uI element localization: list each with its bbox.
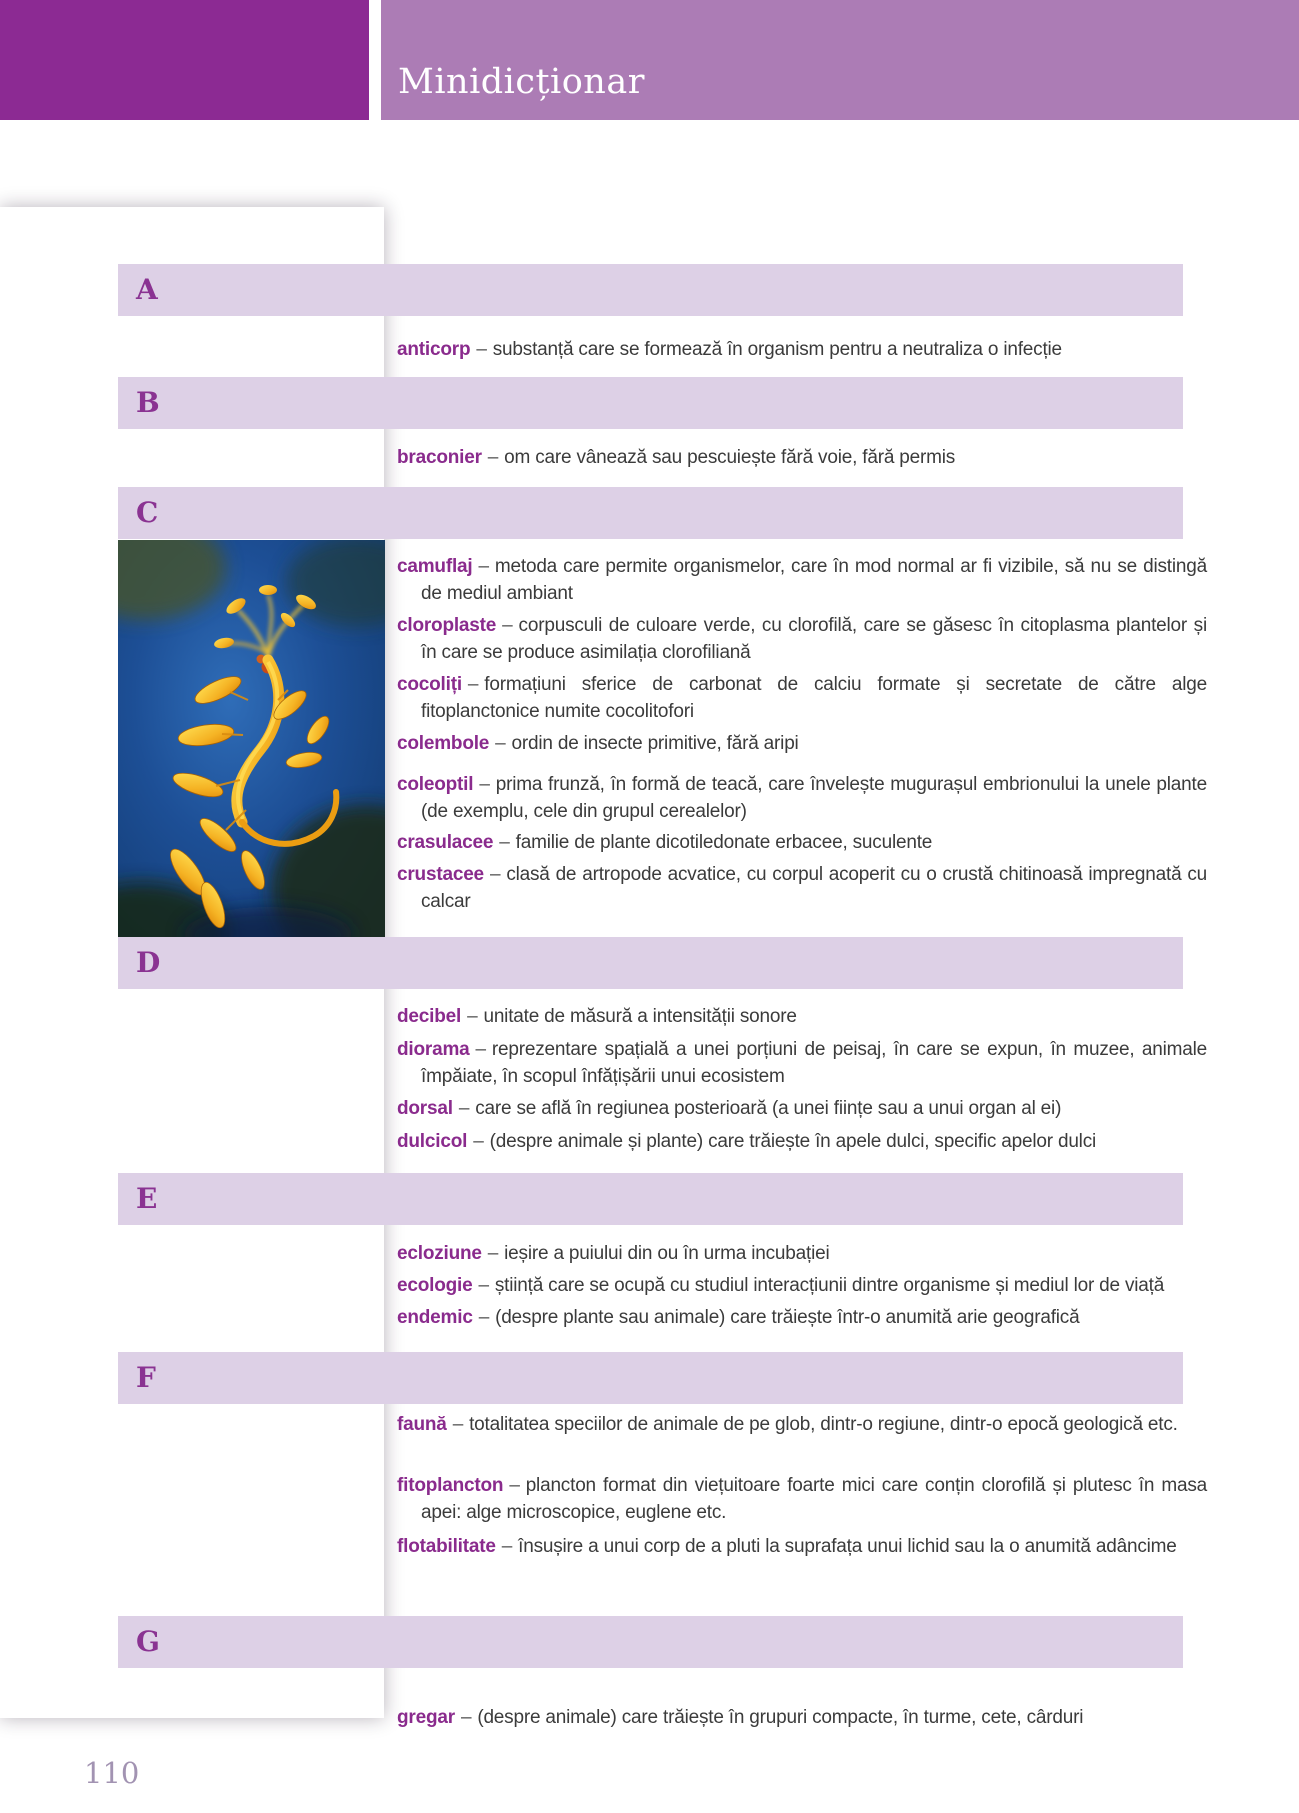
entry-term: colembole: [397, 733, 490, 754]
entry-cloroplaste: [397, 612, 1207, 666]
entry-cocoliti: [397, 671, 1207, 725]
entry-definition: (despre plante sau animale) care trăiește într-o anumită arie geografică: [495, 1307, 1080, 1328]
entry-colembole: [397, 730, 1207, 757]
header-title-band: [381, 0, 1299, 120]
entry-term: flotabilitate: [397, 1536, 496, 1557]
section-letter-a: A: [136, 273, 158, 306]
entry-flotabilitate: [397, 1533, 1207, 1560]
entry-camuflaj: [397, 553, 1207, 607]
entry-dash: –: [473, 1131, 484, 1152]
section-letter-e: E: [136, 1182, 158, 1215]
entry-definition: totalitatea speciilor de animale de pe glob, dintr-o regiune, dintr-o epocă geologică etc.: [469, 1414, 1178, 1435]
entry-definition: om care vânează sau pescuiește fără voie, fără permis: [504, 447, 956, 468]
entry-crasulacee: [397, 829, 1207, 856]
entry-anticorp: [397, 336, 1207, 363]
entry-fauna: [397, 1411, 1207, 1438]
entry-coleoptil: [397, 771, 1207, 825]
entry-term: camuflaj: [397, 556, 473, 577]
entry-definition: (despre animale și plante) care trăiește în apele dulci, specific apelor dulci: [489, 1131, 1097, 1152]
entry-definition: formațiuni sferice de carbonat de calciu formate și secretate de către alge fitoplanctonice numite cocolitofori: [421, 674, 1207, 722]
section-letter-d: D: [136, 946, 161, 979]
entry-dash: –: [467, 674, 479, 695]
entry-term: crustacee: [397, 864, 484, 885]
entry-term: crasulacee: [397, 832, 494, 853]
entry-term: ecloziune: [397, 1243, 482, 1264]
entry-term: fitoplancton: [397, 1475, 504, 1496]
entry-dash: –: [478, 1275, 489, 1296]
entry-definition: știință care se ocupă cu studiul interacțiunii dintre organisme și mediul lor de viață: [494, 1275, 1165, 1296]
entry-diorama: [397, 1036, 1207, 1090]
header-dark-purple-block: [0, 0, 369, 120]
page-number: 110: [84, 1756, 140, 1790]
entry-definition: (despre animale) care trăiește în grupuri compacte, în turme, cete, cârduri: [477, 1707, 1084, 1728]
entry-endemic: [397, 1304, 1207, 1331]
entry-term: dulcicol: [397, 1131, 468, 1152]
entry-dash: –: [499, 832, 510, 853]
entry-definition: prima frunză, în formă de teacă, care învelește mugurașul embrionului la unele plante (de exemplu, cele din grupul cerealelor): [421, 774, 1207, 822]
entry-term: endemic: [397, 1307, 473, 1328]
entry-dash: –: [479, 774, 490, 795]
entry-ecloziune: [397, 1240, 1207, 1267]
entry-dash: –: [502, 615, 513, 636]
leafy-seadragon-photo: [118, 540, 385, 937]
entry-definition: corpusculi de culoare verde, cu clorofilă, care se găsesc în citoplasma plantelor și în care se produce asimilația clorofiliană: [421, 615, 1207, 663]
entry-term: dorsal: [397, 1098, 453, 1119]
section-band-g: [118, 1616, 1183, 1668]
entry-braconier: [397, 444, 1207, 471]
entry-dash: –: [501, 1536, 513, 1557]
entry-term: ecologie: [397, 1275, 473, 1296]
entry-dash: –: [467, 1006, 478, 1027]
entry-dash: –: [458, 1098, 470, 1119]
section-band-e: [118, 1173, 1183, 1225]
entry-fitoplancton: [397, 1472, 1207, 1526]
section-band-c: [118, 487, 1183, 539]
entry-definition: ieșire a puiului din ou în urma incubației: [504, 1243, 830, 1264]
entry-dash: –: [478, 1307, 490, 1328]
entry-term: cloroplaste: [397, 615, 497, 636]
entry-definition: metoda care permite organismelor, care în mod normal ar fi vizibile, să nu se distingă de mediul ambiant: [421, 556, 1207, 604]
entry-definition: clasă de artropode acvatice, cu corpul acoperit cu o crustă chitinoasă impregnată cu calcar: [421, 864, 1207, 912]
entry-term: gregar: [397, 1707, 455, 1728]
entry-dash: –: [478, 556, 489, 577]
entry-term: decibel: [397, 1006, 462, 1027]
entry-definition: substanță care se formează în organism pentru a neutraliza o infecție: [492, 339, 1062, 360]
entry-term: anticorp: [397, 339, 471, 360]
entry-dash: –: [452, 1414, 464, 1435]
leafy-seadragon-illustration: [118, 540, 385, 937]
entry-definition: reprezentare spațială a unei porțiuni de peisaj, în care se expun, în muzee, animale împăiate, în scopul înfățișării unui ecosistem: [421, 1039, 1207, 1087]
section-band-f: [118, 1352, 1183, 1404]
section-letter-f: F: [136, 1361, 156, 1394]
page-title: Minidicționar: [398, 62, 645, 102]
entry-dash: –: [476, 339, 487, 360]
section-band-a: [118, 264, 1183, 316]
entry-definition: unitate de măsură a intensității sonore: [483, 1006, 797, 1027]
entry-term: diorama: [397, 1039, 470, 1060]
section-band-d: [118, 937, 1183, 989]
entry-definition: însușire a unui corp de a pluti la suprafața unui lichid sau la o anumită adâncime: [518, 1536, 1177, 1557]
entry-dash: –: [487, 447, 499, 468]
entry-gregar: [397, 1704, 1207, 1731]
entry-dulcicol: [397, 1128, 1207, 1155]
entry-term: coleoptil: [397, 774, 474, 795]
entry-dash: –: [509, 1475, 520, 1496]
entry-dash: –: [475, 1039, 486, 1060]
entry-definition: ordin de insecte primitive, fără aripi: [511, 733, 799, 754]
entry-decibel: [397, 1003, 1207, 1030]
entry-crustacee: [397, 861, 1207, 915]
section-letter-b: B: [136, 386, 160, 419]
section-band-b: [118, 377, 1183, 429]
entry-term: faună: [397, 1414, 447, 1435]
entry-term: cocoliți: [397, 674, 462, 695]
entry-term: braconier: [397, 447, 482, 468]
entry-dash: –: [489, 864, 501, 885]
section-letter-c: C: [136, 496, 159, 529]
entry-dorsal: [397, 1095, 1207, 1122]
entry-definition: plancton format din viețuitoare foarte mici care conțin clorofilă și plutesc în masa apei: alge microscopice, euglene etc.: [421, 1475, 1207, 1523]
entry-ecologie: [397, 1272, 1207, 1299]
entry-dash: –: [495, 733, 506, 754]
entry-definition: care se află în regiunea posterioară (a unei ființe sau a unui organ al ei): [475, 1098, 1062, 1119]
entry-definition: familie de plante dicotiledonate erbacee, suculente: [515, 832, 933, 853]
entry-dash: –: [487, 1243, 499, 1264]
entry-dash: –: [460, 1707, 472, 1728]
section-letter-g: G: [136, 1625, 160, 1658]
